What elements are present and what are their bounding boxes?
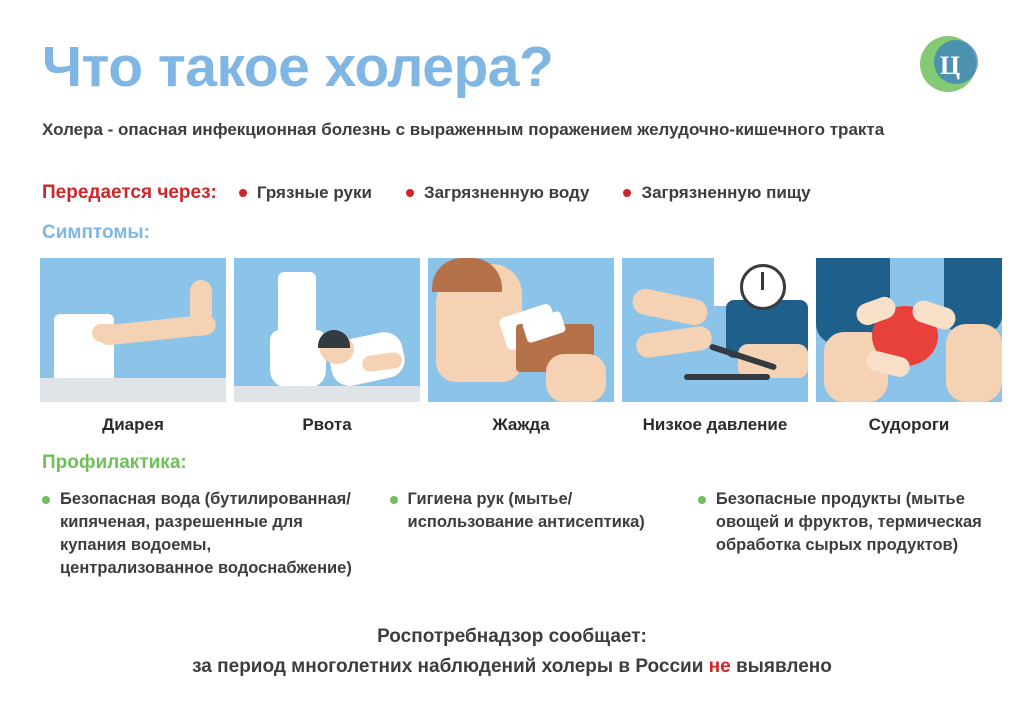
bullet-icon (623, 189, 631, 197)
symptom-item (816, 258, 1002, 435)
footer-text-before: за период многолетних наблюдений холеры в России (192, 656, 709, 677)
thirst-illustration (428, 258, 614, 402)
symptom-item (428, 258, 614, 435)
logo-letter: Ц (939, 51, 961, 80)
symptom-caption: Диарея (102, 415, 164, 434)
prevention-item (42, 488, 366, 580)
footer-line-2 (0, 652, 1024, 682)
prevention-list (42, 488, 992, 580)
page-title: Что такое холера? (42, 35, 554, 99)
symptom-caption: Рвота (302, 415, 352, 434)
prevention-item-text: Безопасная вода (бутилированная/кипяченая, разрешенные для купания водоемы, централизованное водоснабжение) (60, 490, 352, 577)
symptoms-section-label: Симптомы: (42, 222, 150, 243)
prevention-item-text: Безопасные продукты (мытье овощей и фруктов, термическая обработка сырых продуктов) (715, 490, 982, 554)
footer-negation: не (708, 656, 731, 677)
symptom-caption: Низкое давление (642, 415, 788, 434)
transmission-item (406, 183, 590, 203)
transmission-item-label: Загрязненную воду (423, 183, 590, 202)
transmission-label: Передается через: (42, 182, 217, 203)
transmission-item (239, 183, 372, 203)
footer (0, 622, 1024, 682)
symptom-caption: Судороги (868, 415, 950, 434)
prevention-item (698, 488, 992, 580)
rospotrebnadzor-logo (920, 36, 980, 96)
bullet-icon (390, 496, 398, 504)
symptom-item (40, 258, 226, 435)
bullet-icon (698, 496, 706, 504)
vomiting-illustration (234, 258, 420, 402)
transmission-item-label: Загрязненную пищу (641, 183, 811, 202)
bullet-icon (42, 496, 50, 504)
transmission-row (42, 182, 992, 204)
prevention-item (390, 488, 674, 580)
prevention-item-text: Гигиена рук (мытье/ использование антисептика) (407, 490, 645, 531)
symptom-item (234, 258, 420, 435)
bullet-icon (239, 189, 247, 197)
symptom-item (622, 258, 808, 435)
symptoms-list (40, 258, 988, 435)
footer-line-1: Роспотребнадзор сообщает: (377, 626, 647, 647)
cramps-illustration (816, 258, 1002, 402)
intro-text: Холера - опасная инфекционная болезнь с выраженным поражением желудочно-кишечного тракта (42, 120, 885, 139)
transmission-item (623, 183, 810, 203)
low-blood-pressure-illustration (622, 258, 808, 402)
transmission-item-label: Грязные руки (256, 183, 372, 202)
prevention-section-label: Профилактика: (42, 452, 187, 473)
diarrhea-illustration (40, 258, 226, 402)
symptom-caption: Жажда (492, 415, 550, 434)
footer-text-after: выявлено (730, 656, 832, 677)
bullet-icon (406, 189, 414, 197)
